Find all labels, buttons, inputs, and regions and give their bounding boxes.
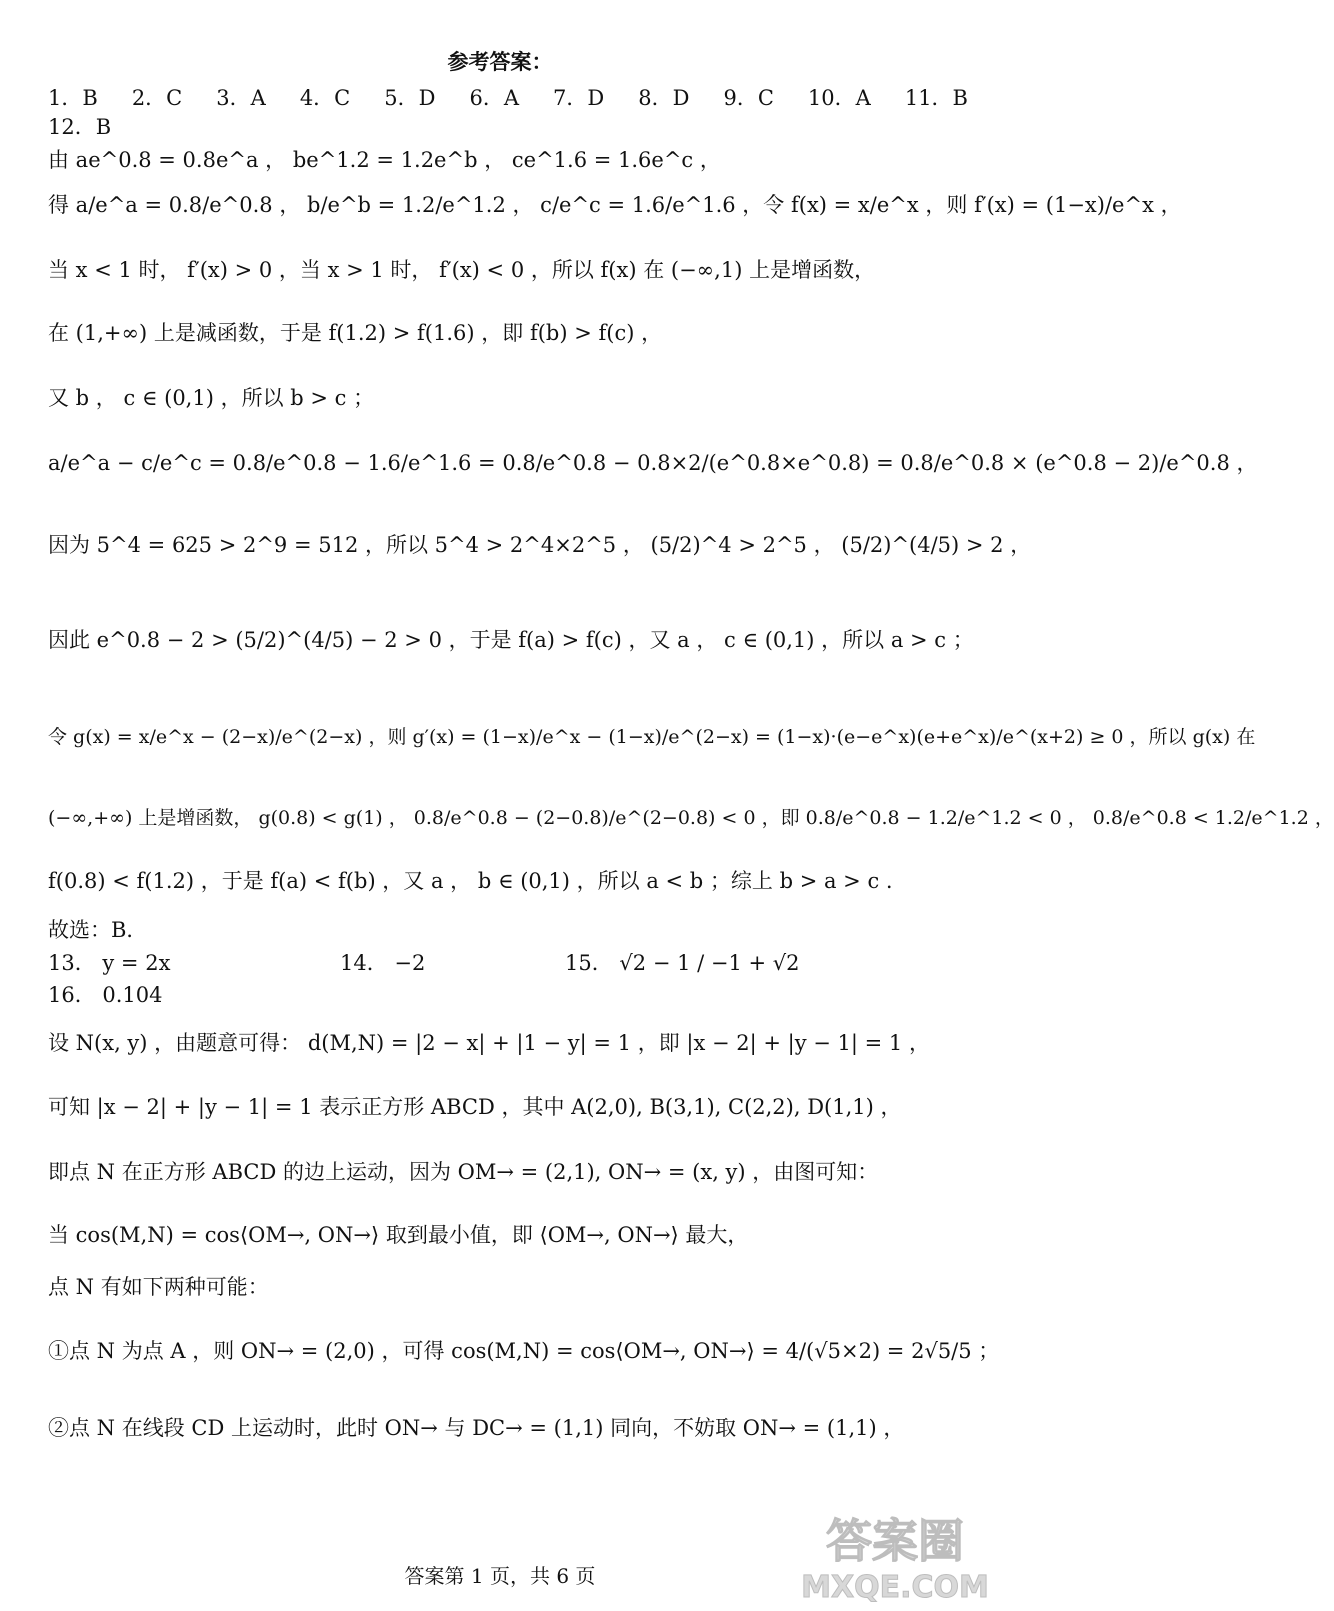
page-title: 参考答案：	[447, 49, 553, 74]
answer-item: 1．B	[48, 86, 98, 110]
answer-item: 5．D	[384, 86, 436, 110]
answer-item: 6．A	[469, 86, 520, 110]
solution-line: 12．B	[48, 115, 112, 139]
solution-line: 令 g(x) = x/e^x − (2−x)/e^(2−x) ，则 g′(x) = (1−x)/e^x − (1−x)/e^(2−x) = (1−x)·(e−e^x)(e+e^x)/e^(x+2) ≥ 0 ，所以 g(x) 在	[48, 726, 1256, 748]
solution-line: 即点 N 在正方形 ABCD 的边上运动，因为 OM→ = (2,1), ON→ = (x, y) ，由图可知：	[48, 1160, 879, 1184]
solution-line: 故选：B．	[48, 918, 148, 942]
answer-item: 8．D	[638, 86, 690, 110]
answer-key-row	[48, 82, 968, 112]
answer-item: 4．C	[299, 86, 351, 110]
solution-line: ②点 N 在线段 CD 上运动时，此时 ON→ 与 DC→ = (1,1) 同向，不妨取 ON→ = (1,1) ，	[48, 1416, 905, 1440]
answer-item: 9．C	[723, 86, 774, 110]
answer-item: 11．B	[904, 86, 968, 110]
solution-line: 设 N(x, y) ，由题意可得： d(M,N) = |2 − x| + |1 − y| = 1 ，即 |x − 2| + |y − 1| = 1 ，	[48, 1031, 930, 1055]
solution-line: 点 N 有如下两种可能：	[48, 1275, 269, 1299]
watermark-logo	[800, 1505, 990, 1605]
answer-13: 13． y = 2x	[48, 951, 171, 975]
answer-item: 7．D	[553, 86, 605, 110]
answer-item: 2．C	[131, 86, 183, 110]
watermark-text: 答案圈	[826, 1514, 964, 1568]
answer-14: 14． −2	[340, 951, 426, 975]
solution-line: 因此 e^0.8 − 2 > (5/2)^(4/5) − 2 > 0 ，于是 f(a) > f(c) ，又 a ， c ∈ (0,1) ，所以 a > c ；	[48, 628, 974, 652]
solution-line: 由 ae^0.8 = 0.8e^a ， be^1.2 = 1.2e^b ， ce^1.6 = 1.6e^c ，	[48, 148, 721, 172]
answer-16: 16． 0.104	[48, 983, 163, 1007]
answer-item: 10．A	[807, 86, 871, 110]
answer-item: 3．A	[216, 86, 266, 110]
solution-line: 又 b ， c ∈ (0,1) ，所以 b > c ；	[48, 386, 375, 410]
solution-line: f(0.8) < f(1.2) ，于是 f(a) < f(b) ，又 a ， b ∈ (0,1) ，所以 a < b ；综上 b > a > c .	[48, 869, 893, 893]
solution-line: (−∞,+∞) 上是增函数， g(0.8) < g(1) ， 0.8/e^0.8 − (2−0.8)/e^(2−0.8) < 0 ，即 0.8/e^0.8 − 1.2/e^1.2 < 0 ， 0.8/e^0.8 < 1.2/e^1.2 ，	[48, 807, 1334, 829]
solution-line: 因为 5^4 = 625 > 2^9 = 512 ，所以 5^4 > 2^4×2^5 ， (5/2)^4 > 2^5 ， (5/2)^(4/5) > 2 ，	[48, 533, 1032, 557]
solution-line: ①点 N 为点 A ，则 ON→ = (2,0) ，可得 cos(M,N) = cos⟨OM→, ON→⟩ = 4/(√5×2) = 2√5/5 ；	[48, 1339, 1000, 1363]
solution-line: 在 (1,+∞) 上是减函数，于是 f(1.2) > f(1.6) ，即 f(b) > f(c) ，	[48, 321, 663, 345]
solution-line: 得 a/e^a = 0.8/e^0.8 ， b/e^b = 1.2/e^1.2 ， c/e^c = 1.6/e^1.6 ，令 f(x) = x/e^x ，则 f′(x) = (1−x)/e^x ，	[48, 193, 1182, 217]
solution-line: a/e^a − c/e^c = 0.8/e^0.8 − 1.6/e^1.6 = 0.8/e^0.8 − 0.8×2/(e^0.8×e^0.8) = 0.8/e^0.8 × (e^0.8 − 2)/e^0.8 ，	[48, 451, 1258, 475]
page-footer: 答案第 1 页，共 6 页	[404, 1564, 596, 1588]
answer-15: 15． √2 − 1 / −1 + √2	[565, 951, 800, 975]
solution-line: 当 cos(M,N) = cos⟨OM→, ON→⟩ 取到最小值，即 ⟨OM→, ON→⟩ 最大，	[48, 1223, 749, 1247]
solution-line: 当 x < 1 时， f′(x) > 0 ，当 x > 1 时， f′(x) < 0 ，所以 f(x) 在 (−∞,1) 上是增函数，	[48, 258, 876, 282]
watermark-url: MXQE.COM	[801, 1570, 989, 1605]
solution-line: 可知 |x − 2| + |y − 1| = 1 表示正方形 ABCD ，其中 A(2,0), B(3,1), C(2,2), D(1,1) ，	[48, 1095, 902, 1119]
